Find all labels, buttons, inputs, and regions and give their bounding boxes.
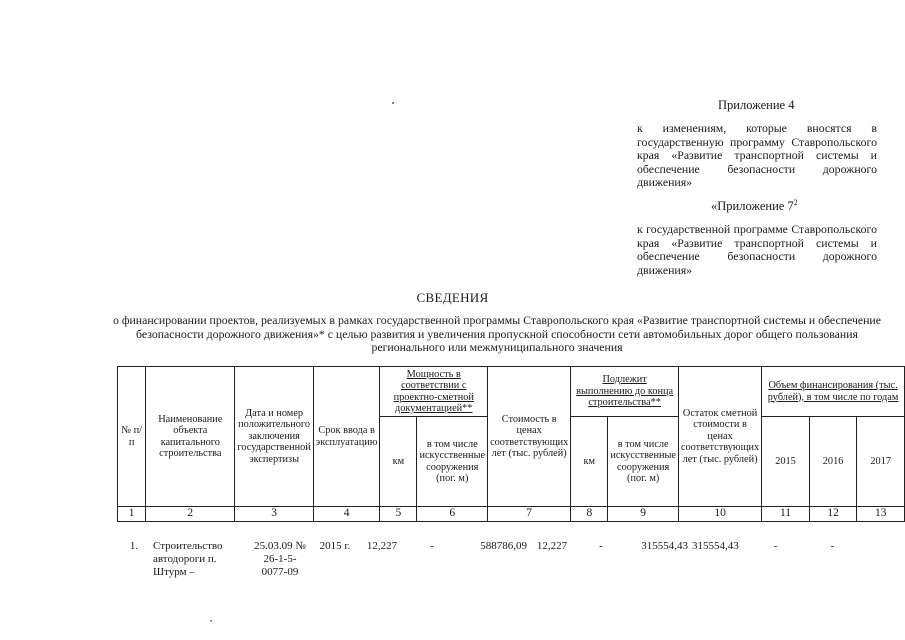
- col-number: 7: [488, 507, 571, 522]
- header-capacity-structures: в том числе искусственные сооружения (пог. м): [417, 417, 488, 507]
- scan-speck: [210, 620, 212, 622]
- appendix-7-text: к государственной программе Ставропольского края «Развитие транспортной системы и обеспечение безопасности дорожного движения»: [637, 222, 877, 277]
- appendix-7-label: «Приложение $7^2$: [711, 198, 798, 214]
- row-date: 25.03.09 № 26-1-5-0077-09: [254, 540, 306, 578]
- col-number: 4: [313, 507, 380, 522]
- header-year-2017: 2017: [857, 417, 905, 507]
- table-row: [117, 540, 861, 578]
- col-number: 11: [762, 507, 810, 522]
- header-year-2016: 2016: [809, 417, 857, 507]
- row-rem-structures: -: [599, 540, 603, 552]
- scan-speck: [392, 102, 394, 104]
- row-cost: 588786,09: [480, 540, 527, 552]
- header-year-2015: 2015: [762, 417, 810, 507]
- financing-table-body: [117, 540, 861, 578]
- header-date: Дата и номер положительного заключения государственной экспертизы: [235, 367, 313, 507]
- row-2015: 315554,43: [692, 540, 739, 552]
- document-subtitle: о финансировании проектов, реализуемых в рамках государственной программы Ставропольского края «Развитие транспортной системы и обеспечение безопасности дорожного движения»* с целью развития и увеличения пропускной способности сети автомобильных дорог общего пользования регионального или межмуниципального значения: [113, 313, 881, 355]
- row-2017: -: [830, 540, 835, 552]
- col-number: 12: [809, 507, 857, 522]
- header-remaining-km: км: [571, 417, 608, 507]
- col-number: 2: [146, 507, 235, 522]
- row-km: 12,227: [366, 540, 398, 552]
- appendix-4-text: к изменениям, которые вносятся в государственную программу Ставропольского края «Развитие транспортной системы и обеспечение безопасности дорожного движения»: [637, 121, 877, 190]
- header-term: Срок ввода в эксплуатацию: [313, 367, 380, 507]
- document-title: СВЕДЕНИЯ: [416, 290, 489, 305]
- row-term: 2015 г.: [319, 540, 351, 552]
- header-funding: Объем финансирования (тыс. рублей), в том числе по годам: [762, 367, 905, 417]
- header-remaining-work: Подлежит выполнению до конца строительства**: [571, 367, 679, 417]
- header-num: № п/п: [118, 367, 146, 507]
- row-balance: 315554,43: [641, 540, 688, 552]
- col-number: 8: [571, 507, 608, 522]
- header-remaining-structures: в том числе искусственные сооружения (пог. м): [608, 417, 679, 507]
- col-number: 10: [678, 507, 761, 522]
- header-capacity: Мощность в соответствии с проектно-сметной документацией**: [380, 367, 488, 417]
- header-name: Наименование объекта капитального строительства: [146, 367, 235, 507]
- header-capacity-km: км: [380, 417, 417, 507]
- header-cost: Стоимость в ценах соответствующих лет (тыс. рублей): [488, 367, 571, 507]
- row-structures: -: [430, 540, 434, 552]
- header-balance: Остаток сметной стоимости в ценах соответствующих лет (тыс. рублей): [678, 367, 761, 507]
- col-number: 1: [118, 507, 146, 522]
- col-number: 13: [857, 507, 905, 522]
- appendix-4-label: Приложение 4: [718, 98, 795, 112]
- col-number: 6: [417, 507, 488, 522]
- row-num: 1.: [129, 540, 139, 552]
- row-name: Строительство автодороги п. Штурм –: [153, 540, 223, 578]
- row-2016: -: [773, 540, 778, 552]
- col-number: 5: [380, 507, 417, 522]
- financing-table-header: [117, 366, 905, 522]
- col-number: 9: [608, 507, 679, 522]
- col-number: 3: [235, 507, 313, 522]
- row-rem-km: 12,227: [536, 540, 568, 552]
